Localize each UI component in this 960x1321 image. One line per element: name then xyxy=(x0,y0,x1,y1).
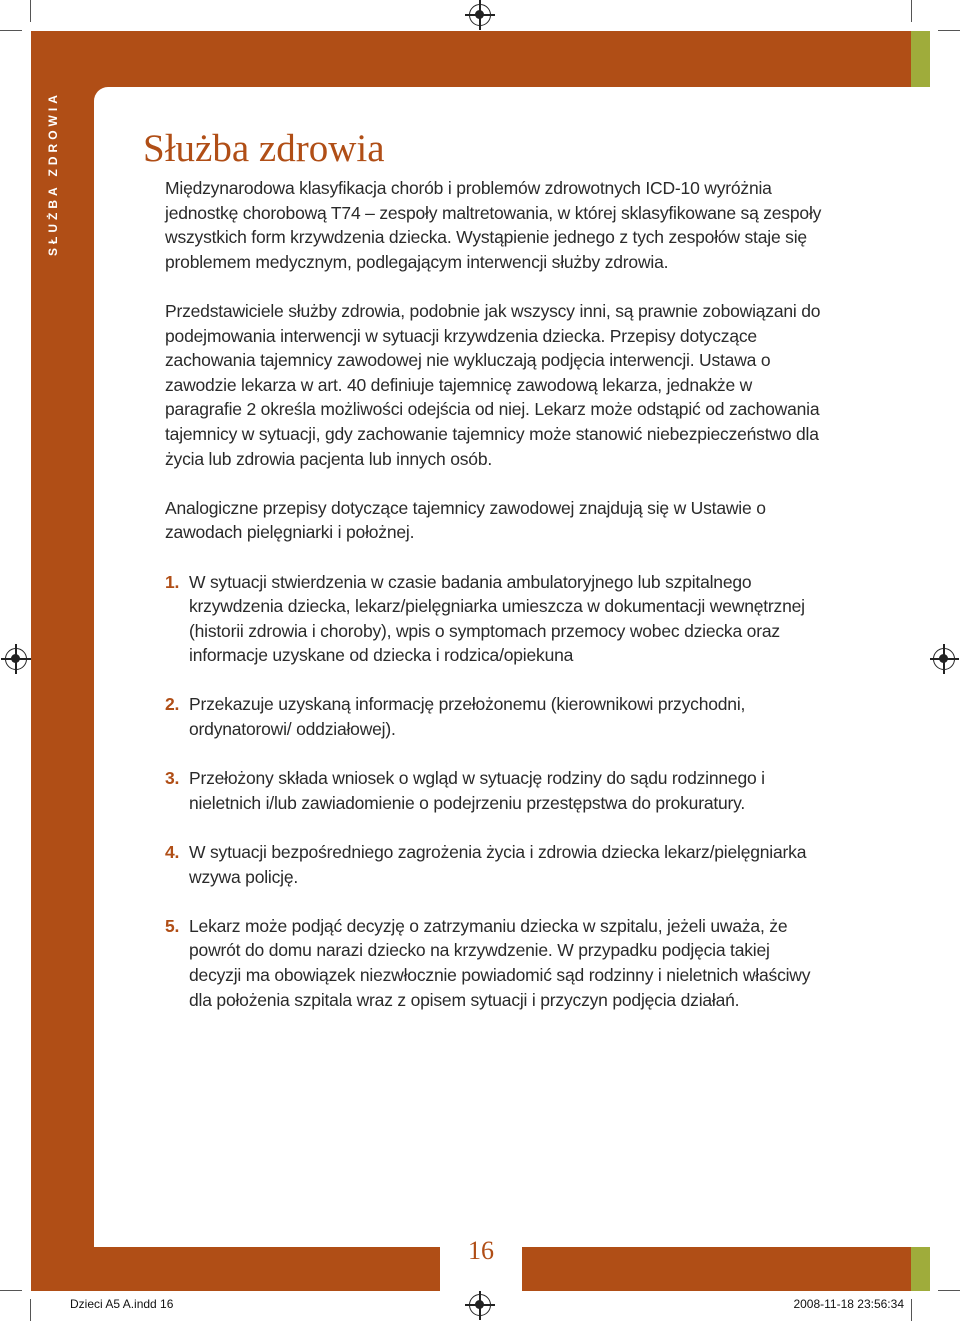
list-item xyxy=(165,766,825,815)
crop-mark xyxy=(938,30,960,31)
bleed-bar-top xyxy=(911,31,930,87)
crop-mark xyxy=(938,1290,960,1291)
list-number: 5. xyxy=(165,915,180,936)
list-text: Przełożony składa wniosek o wgląd w sytuację rodziny do sądu rodzinnego i nieletnich i/lub zawiadomienie o podejrzeniu przestępstwa do prokuratury. xyxy=(189,768,765,813)
registration-mark-icon xyxy=(5,648,27,670)
list-text: W sytuacji stwierdzenia w czasie badania ambulatoryjnego lub szpitalnego krzywdzenia dziecka, lekarz/pielęgniarka umieszcza w dokumentacji wewnętrznej (historii zdrowia i choroby), wpis o symptomach przemocy wobec dziecka oraz informacje uzyskane od dziecka i rodzica/opiekuna xyxy=(189,571,805,666)
crop-mark xyxy=(30,0,31,22)
footer-file-name: Dzieci A5 A.indd 16 xyxy=(70,1297,174,1311)
list-number: 1. xyxy=(165,571,180,592)
paragraph: Analogiczne przepisy dotyczące tajemnicy zawodowej znajdują się w Ustawie o zawodach pielęgniarki i położnej. xyxy=(165,497,766,543)
paragraph: Międzynarodowa klasyfikacja chorób i problemów zdrowotnych ICD-10 wyróżnia jednostkę chorobową T74 – zespoły maltretowania, w której sklasyfikowane są zespoły wszystkich form krzywdzenia dziecka. Wystąpienie jednego z tych zespołów staje się problemem medycznym, podlegającym interwencji służby zdrowia. xyxy=(165,178,822,272)
list-item xyxy=(165,914,825,1012)
registration-mark-icon xyxy=(469,4,491,26)
list-item xyxy=(165,692,825,741)
crop-mark xyxy=(911,1299,912,1321)
list-text: Lekarz może podjąć decyzję o zatrzymaniu dziecka w szpitalu, jeżeli uważa, że powrót do domu narazi dziecko na krzywdzenie. W przypadku podjęcia takiej decyzji ma obowiązek niezwłocznie powiadomić sąd rodzinny i nieletnich właściwy dla położenia szpitala wraz z opisem sytuacji i przyczyn podjęcia działań. xyxy=(189,915,811,1010)
crop-mark xyxy=(30,1299,31,1321)
crop-mark xyxy=(0,30,22,31)
page-number: 16 xyxy=(468,1236,494,1265)
list-number: 4. xyxy=(165,842,180,863)
body-text xyxy=(165,176,825,1037)
procedure-list xyxy=(165,570,825,1013)
page-title: Służba zdrowia xyxy=(143,127,385,170)
crop-mark xyxy=(911,0,912,22)
registration-mark-icon xyxy=(469,1294,491,1316)
list-item xyxy=(165,840,825,889)
list-number: 2. xyxy=(165,694,180,715)
section-side-label: SŁUŻBA ZDROWIA xyxy=(46,91,60,256)
crop-mark xyxy=(0,1290,22,1291)
list-text: W sytuacji bezpośredniego zagrożenia życia i zdrowia dziecka lekarz/pielęgniarka wzywa policję. xyxy=(189,842,807,887)
bleed-bar-bottom xyxy=(911,1240,930,1291)
list-text: Przekazuje uzyskaną informację przełożonemu (kierownikowi przychodni, ordynatorowi/ oddziałowej). xyxy=(189,694,746,740)
paragraph: Przedstawiciele służby zdrowia, podobnie jak wszyscy inni, są prawnie zobowiązani do podejmowania interwencji w sytuacji krzywdzenia dziecka. Przepisy dotyczące zachowania tajemnicy zawodowej nie wykluczają podjęcia interwencji. Ustawa o zawodzie lekarza w art. 40 definiuje tajemnicę zawodową lekarza, jednakże w paragrafie 2 określa możliwości odejścia od niej. Lekarz może odstąpić od zachowania tajemnicy w sytuacji, gdy zachowanie tajemnicy może stanowić niebezpieczeństwo dla życia lub zdrowia pacjenta lub innych osób. xyxy=(165,300,821,469)
list-item xyxy=(165,570,825,668)
registration-mark-icon xyxy=(933,648,955,670)
list-number: 3. xyxy=(165,768,180,789)
footer-timestamp: 2008-11-18 23:56:34 xyxy=(793,1297,904,1311)
